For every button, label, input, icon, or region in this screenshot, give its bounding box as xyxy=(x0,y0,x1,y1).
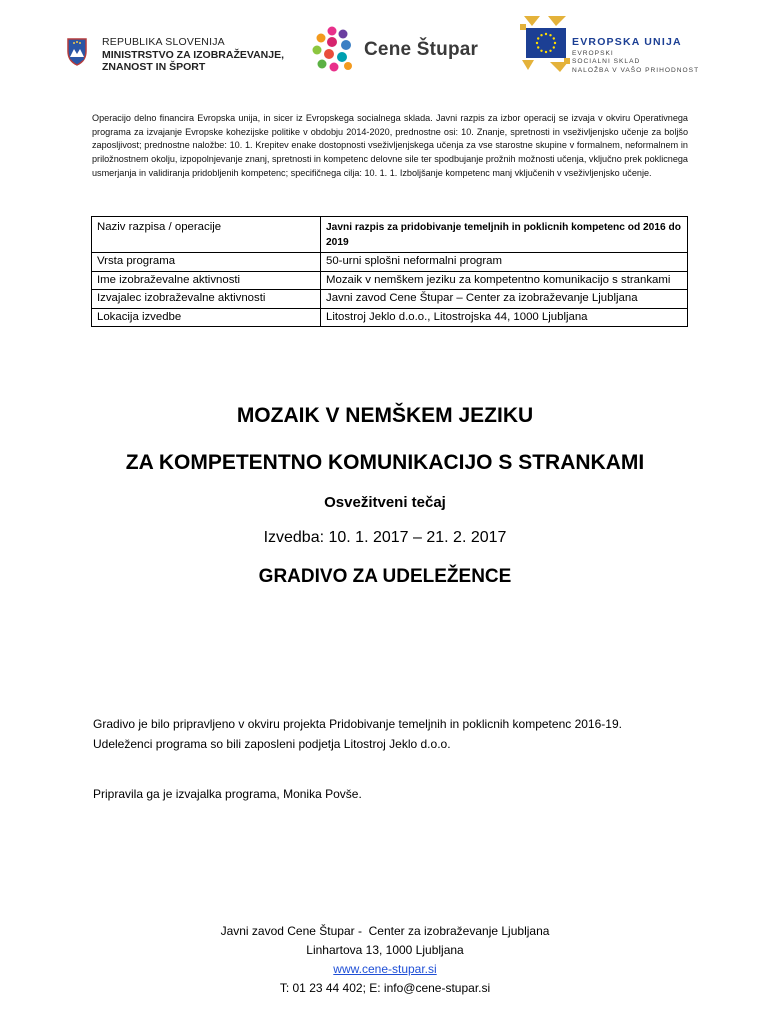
table-label-cell: Vrsta programa xyxy=(92,253,321,272)
course-title-line1: MOZAIK V NEMŠKEM JEZIKU xyxy=(236,404,534,427)
table-value-cell: 50-urni splošni neformalni program xyxy=(321,253,688,272)
prepared-by: Pripravila ga je izvajalka programa, Monika Povše. xyxy=(93,787,362,801)
table-value-cell: Javni razpis za pridobivanje temeljnih in poklicnih kompetenc od 2016 do 2019 xyxy=(321,217,688,253)
program-info-table xyxy=(91,216,688,327)
table-value-cell: Litostroj Jeklo d.o.o., Litostrojska 44, 1000 Ljubljana xyxy=(321,308,688,327)
table-label-cell: Naziv razpisa / operacije xyxy=(92,217,321,253)
table-value-cell: Mozaik v nemškem jeziku za kompetentno komunikacijo s strankami xyxy=(321,271,688,290)
footer-address: Linhartova 13, 1000 Ljubljana xyxy=(306,943,464,957)
project-note-line1: Gradivo je bilo pripravljeno v okviru projekta Pridobivanje temeljnih in poklicnih kompetenc 2016-19. xyxy=(93,717,622,731)
table-value-cell: Javni zavod Cene Štupar – Center za izobraževanje Ljubljana xyxy=(321,290,688,309)
cene-stupar-logo xyxy=(310,26,478,74)
table-row xyxy=(92,308,688,327)
website-link[interactable]: www.cene-stupar.si xyxy=(333,962,437,976)
eu-flag-icon xyxy=(526,28,566,58)
footer xyxy=(0,922,770,998)
project-note-line2: Udeleženci programa so bili zaposleni podjetja Litostroj Jeklo d.o.o. xyxy=(93,737,451,751)
course-dates: Izvedba: 10. 1. 2017 – 21. 2. 2017 xyxy=(263,529,507,546)
table-label-cell: Ime izobraževalne aktivnosti xyxy=(92,271,321,290)
table-row xyxy=(92,271,688,290)
table-row xyxy=(92,253,688,272)
project-note xyxy=(93,714,622,754)
slovenia-crest-icon xyxy=(66,37,88,67)
cene-stupar-name: Cene Štupar xyxy=(364,39,479,60)
table-row xyxy=(92,217,688,253)
footer-contact: T: 01 23 44 402; E: info@cene-stupar.si xyxy=(279,981,491,995)
table-label-cell: Lokacija izvedbe xyxy=(92,308,321,327)
ministry-line1: REPUBLIKA SLOVENIJA xyxy=(102,36,225,48)
ministry-logo xyxy=(66,36,284,74)
course-title-line2: ZA KOMPETENTNO KOMUNIKACIJO S STRANKAMI xyxy=(125,451,645,474)
eu-sub-line3: NALOŽBA V VAŠO PRIHODNOST xyxy=(572,66,700,74)
ministry-line3: ZNANOST IN ŠPORT xyxy=(102,61,206,73)
colorful-dots-icon xyxy=(310,26,356,74)
table-label-cell: Izvajalec izobraževalne aktivnosti xyxy=(92,290,321,309)
eu-sub-line2: SOCIALNI SKLAD xyxy=(572,58,641,66)
material-heading: GRADIVO ZA UDELEŽENCE xyxy=(258,566,512,587)
eu-title: EVROPSKA UNIJA xyxy=(572,36,682,48)
table-row xyxy=(92,290,688,309)
course-subtitle: Osvežitveni tečaj xyxy=(324,494,446,511)
eu-sub-line1: EVROPSKI xyxy=(572,50,614,57)
ministry-line2: MINISTRSTVO ZA IZOBRAŽEVANJE, xyxy=(102,48,285,61)
eu-logo xyxy=(520,14,700,74)
footer-institution: Javni zavod Cene Štupar - Center za izobraževanje Ljubljana xyxy=(220,924,550,938)
funding-intro-paragraph: Operacijo delno financira Evropska unija, in sicer iz Evropskega socialnega sklada. Javni razpis za izbor operacij se izvaja v okviru Operativnega programa za izvajanje Evropske kohezijske politike v obdobju 2014-2020, prednostne osi: 10. Znanje, spretnosti in vseživljenjsko učenje za boljšo zaposljivost; prednostne naložbe: 10. 1. Krepitev enake dostopnosti vseživljenjskega učenja za vse starostne skupine v formalnem, neformalnem in priložnostnem okolju, izpopolnjevanje znanj, spretnosti in kompetenc delovne sile ter spodbujanje prožnih možnosti učenja, vključno prek poklicnega usmerjanja in validiranja pridobljenih kompetenc; specifičnega cilja: 10. 1. 1. Izboljšanje kompetenc manj vključenih v vseživljenjsko učenje. xyxy=(92,113,688,178)
